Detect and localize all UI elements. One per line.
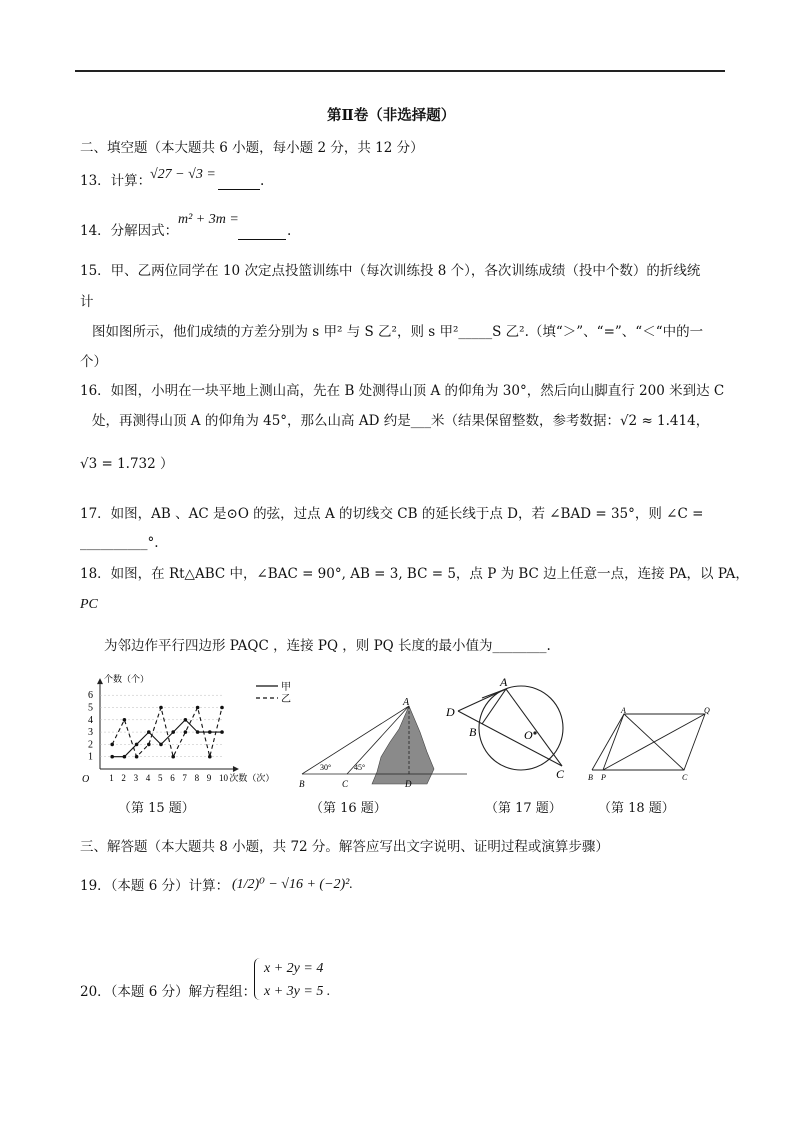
fig17-label-o: O: [524, 728, 533, 742]
y-tick-label: 5: [88, 702, 93, 714]
q16-line1: 16．如图，小明在一块平地上测山高，先在 B 处测得山顶 A 的仰角为 30°，然后向山脚直行 200 米到达 C: [80, 383, 725, 399]
data-point: [123, 755, 127, 759]
data-point: [123, 718, 127, 722]
fig18-parallelogram-diagram: [580, 706, 720, 786]
q20-eq2: x + 3y = 5 .: [264, 984, 331, 999]
q17-line2: __________°.: [80, 535, 159, 551]
q16-line2: 处，再测得山顶 A 的仰角为 45°，那么山高 AD 约是___米（结果保留整数，参考数据：√2 ≈ 1.414，: [92, 413, 710, 429]
q13-blank: [218, 175, 260, 190]
origin-label: O: [82, 774, 90, 785]
x-tick-label: 6: [170, 773, 175, 783]
legend-label: 乙: [281, 694, 291, 705]
fig16-label-b: B: [299, 779, 305, 789]
x-tick-label: 9: [206, 773, 212, 783]
y-tick-label: 2: [88, 739, 93, 751]
x-axis-label: 次数（次）: [229, 773, 275, 783]
fig17-label-a: A: [500, 675, 508, 689]
chord-ac: [506, 689, 562, 766]
q18-line2: PC: [80, 597, 98, 612]
x-tick-label: 1: [109, 773, 114, 783]
q14-label: 14．分解因式：: [80, 223, 179, 239]
data-point: [135, 755, 139, 759]
top-rule: [75, 70, 725, 72]
q13-expr: √27 − √3 =: [150, 167, 216, 182]
line-pq: [603, 714, 705, 770]
q19-expr: (1/2)⁰ − √16 + (−2)².: [232, 877, 353, 892]
y-tick-label: 1: [88, 751, 93, 763]
q14-end: .: [287, 223, 292, 239]
q16-line3: √3 = 1.732 ）: [80, 456, 174, 472]
fig18-label-a: A: [621, 706, 626, 715]
data-point: [159, 706, 163, 710]
q20-brace: [254, 958, 263, 1000]
q19-label: 19．（本题 6 分）计算：: [80, 878, 230, 894]
fig18-label-q: Q: [704, 706, 710, 715]
x-tick-label: 2: [121, 773, 126, 783]
y-tick-label: 6: [88, 690, 93, 702]
q14-blank: [238, 225, 286, 240]
data-point: [196, 730, 200, 734]
q18-line3: 为邻边作平行四边形 PAQC ，连接 PQ ，则 PQ 长度的最小值为________.: [104, 638, 551, 654]
data-point: [171, 755, 175, 759]
section2-heading: 二、填空题（本大题共 6 小题，每小题 2 分，共 12 分）: [80, 140, 424, 156]
fig16-label-a: A: [403, 697, 410, 708]
legend-label: 甲: [281, 682, 291, 693]
y-tick-label: 3: [88, 727, 93, 739]
fig18-label-p: P: [601, 773, 606, 782]
q17-line1: 17．如图，AB 、AC 是⊙O 的弦，过点 A 的切线交 CB 的延长线于点 D，若 ∠BAD = 35°，则 ∠C =: [80, 506, 704, 522]
data-point: [159, 743, 163, 747]
fig18-label-c: C: [682, 773, 688, 782]
fig18-label-b: B: [588, 773, 593, 782]
q15-line4: 个）: [80, 354, 107, 370]
data-point: [171, 730, 175, 734]
data-point: [220, 730, 224, 734]
data-point: [208, 730, 212, 734]
q15-line3: 图如图所示，他们成绩的方差分别为 s 甲² 与 S 乙²，则 s 甲²_____S 乙².（填“＞”、“=”、“＜“中的一: [92, 324, 704, 340]
fig16-label-d: D: [405, 779, 412, 789]
fig16-angle-45: 45°: [354, 763, 366, 772]
caption-fig16: （第 16 题）: [310, 801, 387, 816]
data-point: [196, 706, 200, 710]
x-tick-label: 10: [219, 773, 228, 783]
x-tick-label: 7: [182, 773, 187, 783]
q15-line2: 计: [80, 294, 94, 310]
caption-fig15: （第 15 题）: [118, 801, 195, 816]
q15-line1: 15．甲、乙两位同学在 10 次定点投篮训练中（每次训练投 8 个），各次训练成绩（投中个数）的折线统: [80, 263, 701, 279]
caption-fig18: （第 18 题）: [598, 801, 675, 816]
fig15-line-chart: [80, 674, 310, 794]
data-point: [110, 755, 114, 759]
q20-eq1: x + 2y = 4: [264, 961, 324, 976]
x-tick-label: 3: [133, 773, 139, 783]
data-point: [135, 743, 139, 747]
y-tick-label: 4: [88, 714, 93, 726]
fig17-circle-diagram: [442, 672, 582, 784]
fig17-label-d: D: [446, 705, 455, 719]
q20-label: 20．（本题 6 分）解方程组：: [80, 984, 257, 1000]
data-point: [208, 755, 212, 759]
y-axis-label: 个数（个）: [104, 674, 150, 685]
caption-fig17: （第 17 题）: [485, 801, 562, 816]
q14-expr: m² + 3m =: [178, 212, 239, 227]
circle-o: [479, 686, 563, 770]
x-axis-arrow: [233, 766, 239, 772]
data-point: [220, 706, 224, 710]
x-tick-label: 8: [194, 773, 200, 783]
section-title: 第Ⅱ卷（非选择题）: [327, 107, 456, 124]
q13-end: .: [260, 173, 265, 189]
data-point: [110, 743, 114, 747]
fig17-label-c: C: [556, 767, 565, 781]
section3-heading: 三、解答题（本大题共 8 小题，共 72 分。解答应写出文字说明、证明过程或演算步骤）: [80, 839, 609, 855]
x-tick-label: 5: [158, 773, 163, 783]
q13-label: 13．计算：: [80, 173, 152, 189]
fig16-label-c: C: [342, 779, 349, 789]
y-axis-arrow: [97, 678, 103, 684]
data-point: [147, 730, 151, 734]
fig16-angle-30: 30°: [320, 763, 332, 772]
q18-line1: 18．如图，在 Rt△ABC 中，∠BAC = 90°, AB = 3, BC = 5，点 P 为 BC 边上任意一点，连接 PA，以 PA，: [80, 566, 749, 582]
data-point: [184, 730, 188, 734]
data-point: [184, 718, 188, 722]
x-tick-label: 4: [145, 773, 151, 783]
data-point: [147, 743, 151, 747]
fig17-label-b: B: [469, 725, 477, 739]
